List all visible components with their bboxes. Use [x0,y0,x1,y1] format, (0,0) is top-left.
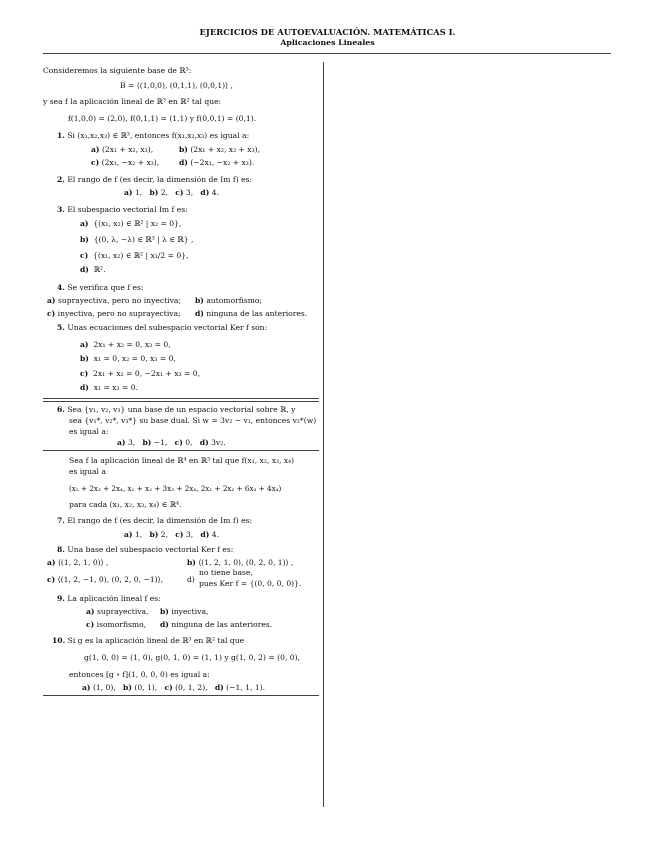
q9-option-d: d) ninguna de las anteriores. [160,620,273,629]
q3-option-c: c) {(x₁, x₂) ∈ ℝ² | x₁/2 = 0}, [80,251,189,260]
question-10: 10. Si g es la aplicación lineal de ℝ³ en ℝ² tal que [52,636,245,645]
q8-option-b: b) ⟨(1, 2, 1, 0), (0, 2, 0, 1)⟩ , [187,558,294,567]
q2-options: a) 1, b) 2, c) 3, d) 4. [124,188,219,197]
intro-text: Consideremos la siguiente base de ℝ³: [43,66,192,75]
q6-options: a) 3, b) −1, c) 0, d) 3v₂. [117,438,226,447]
q8-option-c: c) ⟨(1, 2, −1, 0), (0, 2, 0, −1)⟩, [47,575,164,584]
q5-option-b: b) x₁ = 0, x₂ = 0, x₃ = 0, [80,354,176,363]
question-8: 8. Una base del subespacio vectorial Ker f es: [57,545,234,554]
q5-option-a: a) 2x₁ + x₂ = 0, x₃ = 0, [80,340,171,349]
q3-option-b: b) {(0, λ, −λ) ∈ ℝ³ | λ ∈ ℝ} , [80,235,194,244]
block2-intro-2: es igual a [69,467,106,476]
q8-option-d-line1: no tiene base, [199,568,253,577]
question-1: 1. Si (x₁,x₂,x₃) ∈ ℝ³, entonces f(x₁,x₂,x₃) es igual a: [57,131,250,140]
q9-option-c: c) isomorfismo, [86,620,147,629]
q1-option-b: b) (2x₁ + x₂, x₂ + x₃), [179,145,261,154]
q9-option-b: b) inyectiva, [160,607,209,616]
q4-option-d: d) ninguna de las anteriores. [195,309,308,318]
question-2: 2. El rango de f (es decir, la dimensión de Im f) es: [57,175,253,184]
basis-formula: B = ⟨(1,0,0), (0,1,1), (0,0,1)⟩ , [120,81,233,90]
question-6: 6. Sea {v₁, v₂, v₃} una base de un espacio vectorial sobre ℝ, y [57,405,296,414]
q1-option-d: d) (−2x₁, −x₂ + x₃). [179,158,255,167]
question-9: 9. La aplicación lineal f es: [57,594,161,603]
section-rule-1b [43,401,319,402]
question-6-line2: sea {v₁*, v₂*, v₃*} su base dual. Si w = 3v₂ − v₁, entonces v₂*(w) [69,416,317,425]
column-divider [323,62,324,807]
question-6-line3: es igual a: [69,427,109,436]
section-rule-3 [43,695,319,696]
q3-option-a: a) {(x₁, x₂) ∈ ℝ² | x₂ = 0}, [80,219,182,228]
q3-option-d: d) ℝ². [80,265,106,274]
block2-domain: para cada (x₁, x₂, x₃, x₄) ∈ ℝ⁴. [69,500,182,509]
q4-option-c: c) inyectiva, pero no suprayectiva; [47,309,181,318]
q4-option-b: b) automorfismo; [195,296,263,305]
intro-text-2: y sea f la aplicación lineal de ℝ³ en ℝ² tal que: [43,97,222,106]
question-4: 4. Se verifica que f es: [57,283,144,292]
q8-option-d-line2: pues Ker f = {(0, 0, 0, 0)}. [199,579,302,588]
question-5: 5. Unas ecuaciones del subespacio vectorial Ker f son: [57,323,268,332]
block2-intro: Sea f la aplicación lineal de ℝ⁴ en ℝ³ tal que f(x₁, x₂, x₃, x₄) [69,456,295,465]
header-rule [43,53,611,54]
section-rule-2 [43,450,319,451]
q9-option-a: a) suprayectiva, [86,607,149,616]
q1-option-a: a) (2x₁ + x₂, x₃), [91,145,154,154]
q5-option-d: d) x₁ = x₃ = 0. [80,383,139,392]
q7-options: a) 1, b) 2, c) 3, d) 4. [124,530,219,539]
q8-option-d-label: d) [187,575,195,584]
q10-options: a) (1, 0), b) (0, 1), c) (0, 1, 2), d) (−1, 1, 1). [82,683,266,692]
block2-formula: (x₂ + 2x₃ + 2x₄, x₁ + x₂ + 3x₃ + 2x₄, 2x₁ + 2x₂ + 6x₃ + 4x₄) [69,484,282,493]
q5-option-c: c) 2x₁ + x₂ = 0, −2x₁ + x₃ = 0, [80,369,201,378]
q10-question: entonces [g ∘ f](1, 0, 0, 0) es igual a: [69,670,210,679]
q10-definition: g(1, 0, 0) = (1, 0), g(0, 1, 0) = (1, 1) y g(1, 0, 2) = (0, 0), [84,653,300,662]
q1-option-c: c) (2x₁, −x₂ + x₃), [91,158,160,167]
q8-option-a: a) ⟨(1, 2, 1, 0)⟩ , [47,558,109,567]
page-subtitle: Aplicaciones Lineales [280,38,375,47]
question-3: 3. El subespacio vectorial Im f es: [57,205,188,214]
page-title: EJERCICIOS DE AUTOEVALUACIÓN. MATEMÁTICAS I. [199,27,456,37]
question-7: 7. El rango de f (es decir, la dimensión de Im f) es: [57,516,253,525]
section-rule-1a [43,398,319,399]
definition-formula: f(1,0,0) = (2,0), f(0,1,1) = (1,1) y f(0,0,1) = (0,1). [68,114,257,123]
q4-option-a: a) suprayectiva, pero no inyectiva; [47,296,181,305]
